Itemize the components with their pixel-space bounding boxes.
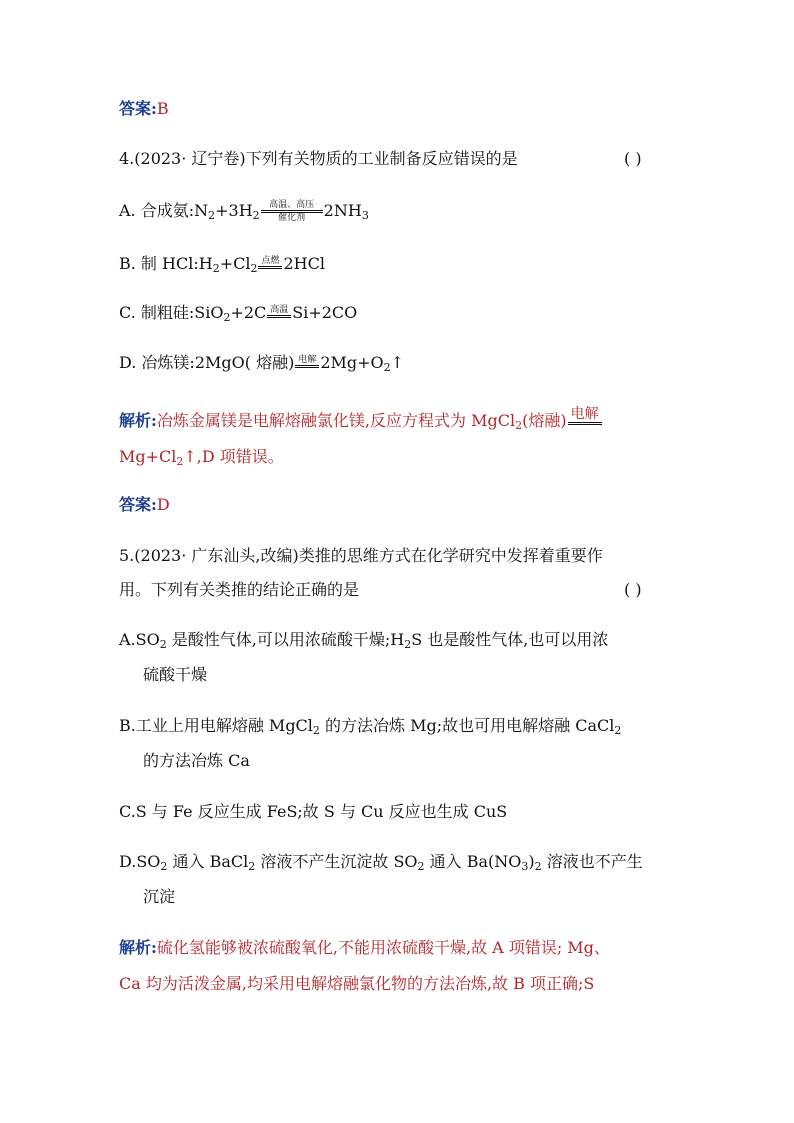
answer-label: 答案:: [119, 495, 157, 514]
q5-option-d-line1: $D.SO_2$ 通入 BaCl$_2$ 溶液不产生沉淀故 $SO_2$ 通入 $Ba(NO_3)_2$ 溶液也不产生: [119, 852, 643, 873]
q4-explanation-line1: 解析:冶炼金属镁是电解熔融氯化镁,反应方程式为 MgCl$_2$(熔融) 电解: [119, 406, 603, 432]
q5-option-c: C.S 与 Fe 反应生成 FeS;故 S 与 Cu 反应也生成 CuS: [119, 802, 508, 821]
q5-option-a-line1: $A.SO_2$ 是酸性气体,可以用浓硫酸干燥$;H_2S$ 也是酸性气体,也可以用浓: [119, 630, 609, 651]
answer-label: 答案:: [119, 99, 157, 118]
q5-explanation-line1: 解析:硫化氢能够被浓硫酸氧化,不能用浓硫酸干燥,故 A 项错误; Mg、: [119, 938, 610, 957]
explanation-label: 解析:: [119, 411, 157, 430]
q4-explanation-line2: $Mg+Cl_2↑,D$ 项错误。: [119, 447, 284, 468]
reaction-condition: 电解: [295, 355, 319, 368]
answer-value: D: [156, 495, 170, 514]
q4-answer: [119, 494, 170, 516]
q4-option-a: A. 合成氨$:N_2+3H_2$ 高温、高压 催化剂 $2NH_3$: [119, 200, 369, 223]
q3-answer: [119, 98, 169, 120]
q5-option-d-line2: 沉淀: [143, 887, 176, 906]
q4-option-c: C. 制粗硅:SiO$_2$+2C 高温 Si+2CO: [119, 303, 358, 324]
reaction-condition: 电解: [568, 406, 602, 425]
q4-answer-blank: ( ): [624, 149, 642, 168]
reaction-condition: 高温、高压 催化剂: [261, 200, 323, 223]
q5-explanation-line2: Ca 均为活泼金属,均采用电解熔融氯化物的方法冶炼,故 B 项正确;S: [119, 974, 595, 993]
q4-option-b: B. 制 $HCl:H_2+Cl_2$ 点燃 2HCl: [119, 254, 325, 275]
reaction-condition: 高温: [267, 305, 291, 318]
q5-answer-blank: ( ): [624, 580, 642, 599]
q4-option-d: D. 冶炼镁:2MgO( 熔融) 电解 $2Mg+O_2↑$: [119, 353, 405, 374]
explanation-label: 解析:: [119, 938, 157, 957]
q4-stem: 4.(2023· 辽宁卷)下列有关物质的工业制备反应错误的是: [119, 149, 518, 168]
answer-value: B: [156, 99, 169, 118]
q5-stem-line1: 5.(2023· 广东汕头,改编)类推的思维方式在化学研究中发挥着重要作: [119, 546, 603, 565]
q5-option-a-line2: 硫酸干燥: [143, 665, 208, 684]
q5-option-b-line1: B.工业上用电解熔融 MgCl$_2$ 的方法冶炼 Mg;故也可用电解熔融 CaCl$_2$: [119, 716, 622, 737]
q5-stem-line2: 用。下列有关类推的结论正确的是: [119, 580, 360, 599]
q5-option-b-line2: 的方法冶炼 Ca: [143, 751, 250, 770]
reaction-condition: 点燃: [258, 256, 282, 269]
